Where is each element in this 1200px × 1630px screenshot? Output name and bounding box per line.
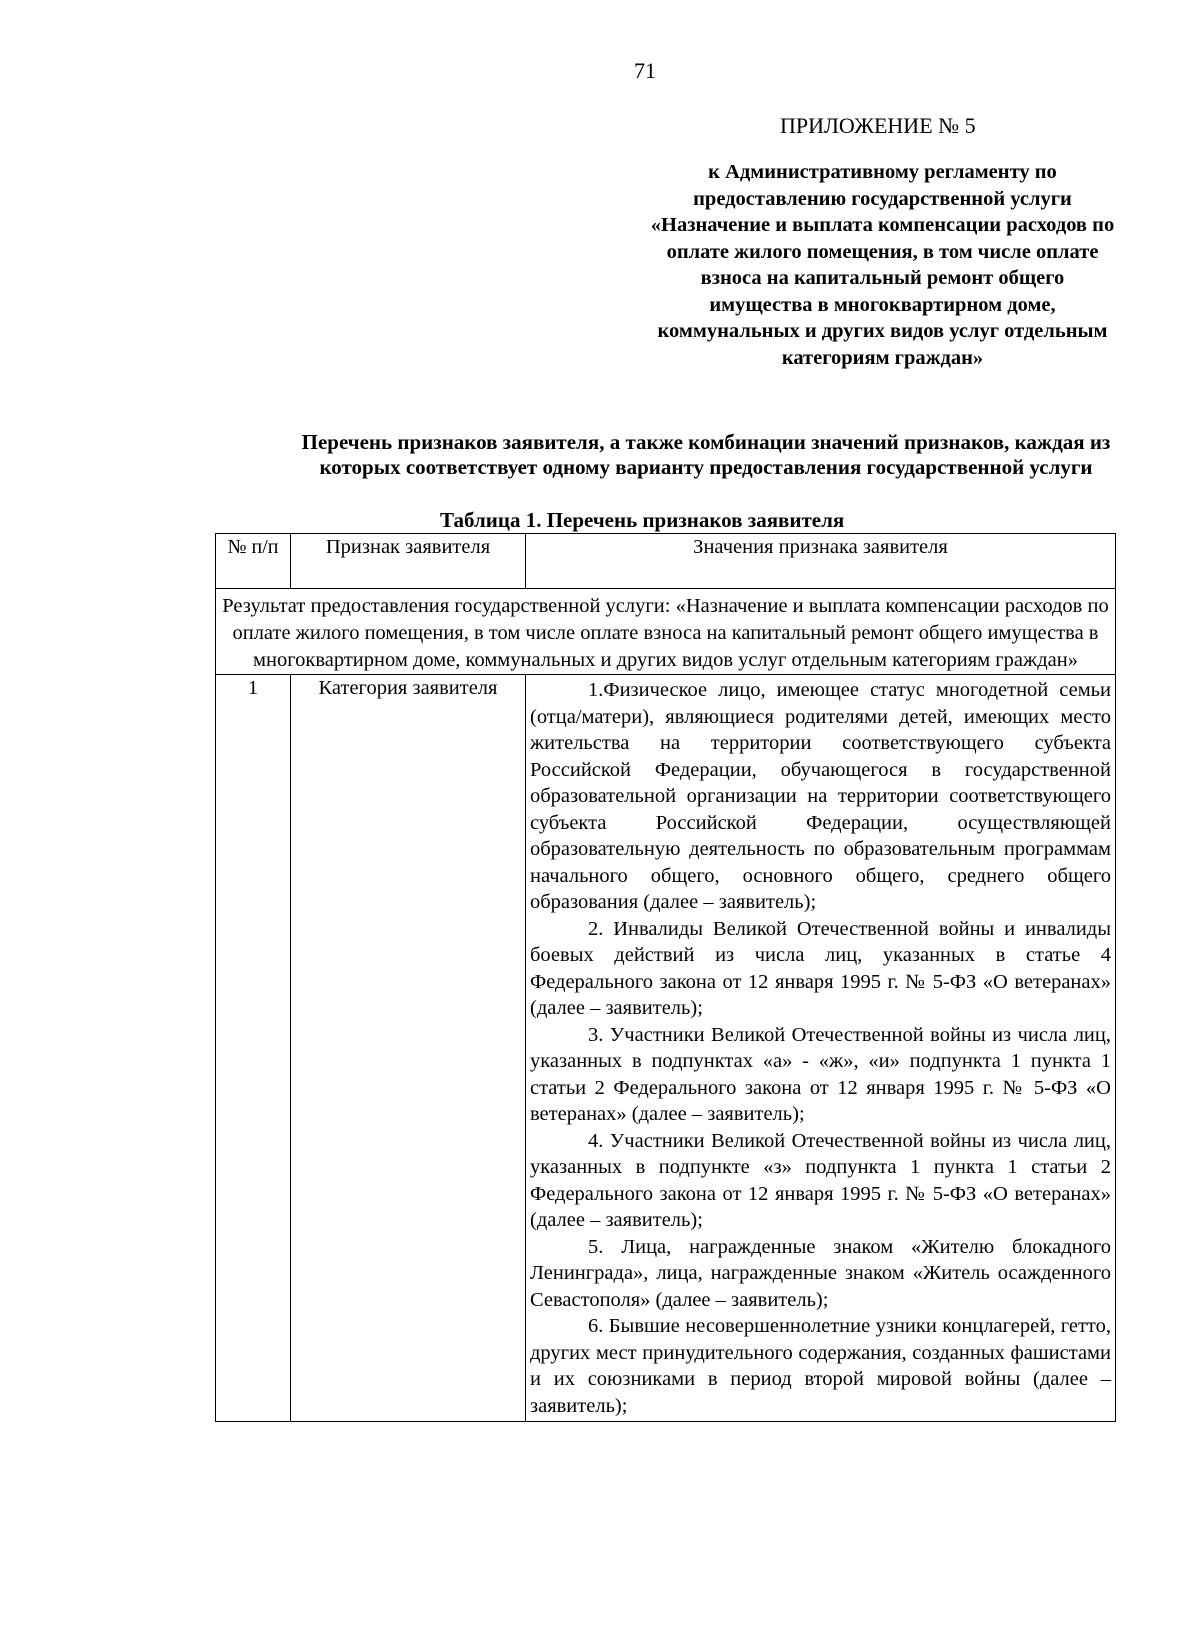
- table-header-row: [216, 534, 1116, 589]
- value-item: 4. Участники Великой Отечественной войны из числа лиц, указанных в подпункте «з» подпункта 1 пункта 1 статьи 2 Федерального закона от 12 января 1995 г. № 5-ФЗ «О ветеранах» (далее – заявитель);: [530, 1129, 1111, 1231]
- row-sign: Категория заявителя: [291, 675, 526, 1422]
- list-title: Перечень признаков заявителя, а также комбинации значений признаков, каждая из которых соответствует одному варианту предоставления государственной услуги: [301, 430, 1111, 479]
- row-number: 1: [216, 675, 291, 1422]
- value-item: 3. Участники Великой Отечественной войны из числа лиц, указанных в подпунктах «а» - «ж», «и» подпункта 1 пункта 1 статьи 2 Федерального закона от 12 января 1995 г. № 5-ФЗ «О ветеранах» (далее – заявитель);: [530, 1023, 1111, 1125]
- page-number: 71: [634, 58, 656, 83]
- value-item: 5. Лица, награжденные знаком «Жителю блокадного Ленинграда», лица, награжденные знаком «Житель осажденного Севастополя» (далее – заявитель);: [530, 1235, 1111, 1311]
- applicant-signs-table: [215, 533, 1116, 1422]
- value-item: 6. Бывшие несовершеннолетние узники концлагерей, гетто, других мест принудительного содержания, созданных фашистами и их союзниками в период второй мировой войны (далее – заявитель);: [530, 1315, 1111, 1417]
- appendix-reference: к Административному регламенту по предоставлению государственной услуги «Назначение и выплата компенсации расходов по оплате жилого помещения, в том числе оплате взноса на капитальный ремонт общего имущества в многоквартирном доме, коммунальных и других видов услуг отдельным категориям граждан»: [650, 161, 1115, 369]
- header-sign: Признак заявителя: [291, 534, 526, 589]
- value-item: 1.Физическое лицо, имеющее статус многодетной семьи (отца/матери), являющиеся родителями детей, имеющих место жительства на территории соответствующего субъекта Российской Федерации, обучающегося в государственной образовательной организации на территории соответствующего субъекта Российской Федерации, осуществляющей образовательную деятельность по образовательным программам начального общего, основного общего, среднего общего образования (далее – заявитель);: [530, 679, 1111, 913]
- header-values: Значения признака заявителя: [526, 534, 1116, 589]
- header-number: № п/п: [216, 534, 291, 589]
- value-item: 2. Инвалиды Великой Отечественной войны и инвалиды боевых действий из числа лиц, указанных в статье 4 Федерального закона от 12 января 1995 г. № 5-ФЗ «О ветеранах» (далее – заявитель);: [530, 917, 1111, 1019]
- table-caption: Таблица 1. Перечень признаков заявителя: [440, 508, 845, 532]
- result-row: [216, 589, 1116, 675]
- result-cell: Результат предоставления государственной услуги: «Назначение и выплата компенсации расходов по оплате жилого помещения, в том числе оплате взноса на капитальный ремонт общего имущества в многоквартирном доме, коммунальных и других видов услуг отдельным категориям граждан»: [216, 589, 1116, 675]
- appendix-title: ПРИЛОЖЕНИЕ № 5: [780, 113, 976, 138]
- row-values: [526, 675, 1116, 1422]
- table-row: [216, 675, 1116, 1422]
